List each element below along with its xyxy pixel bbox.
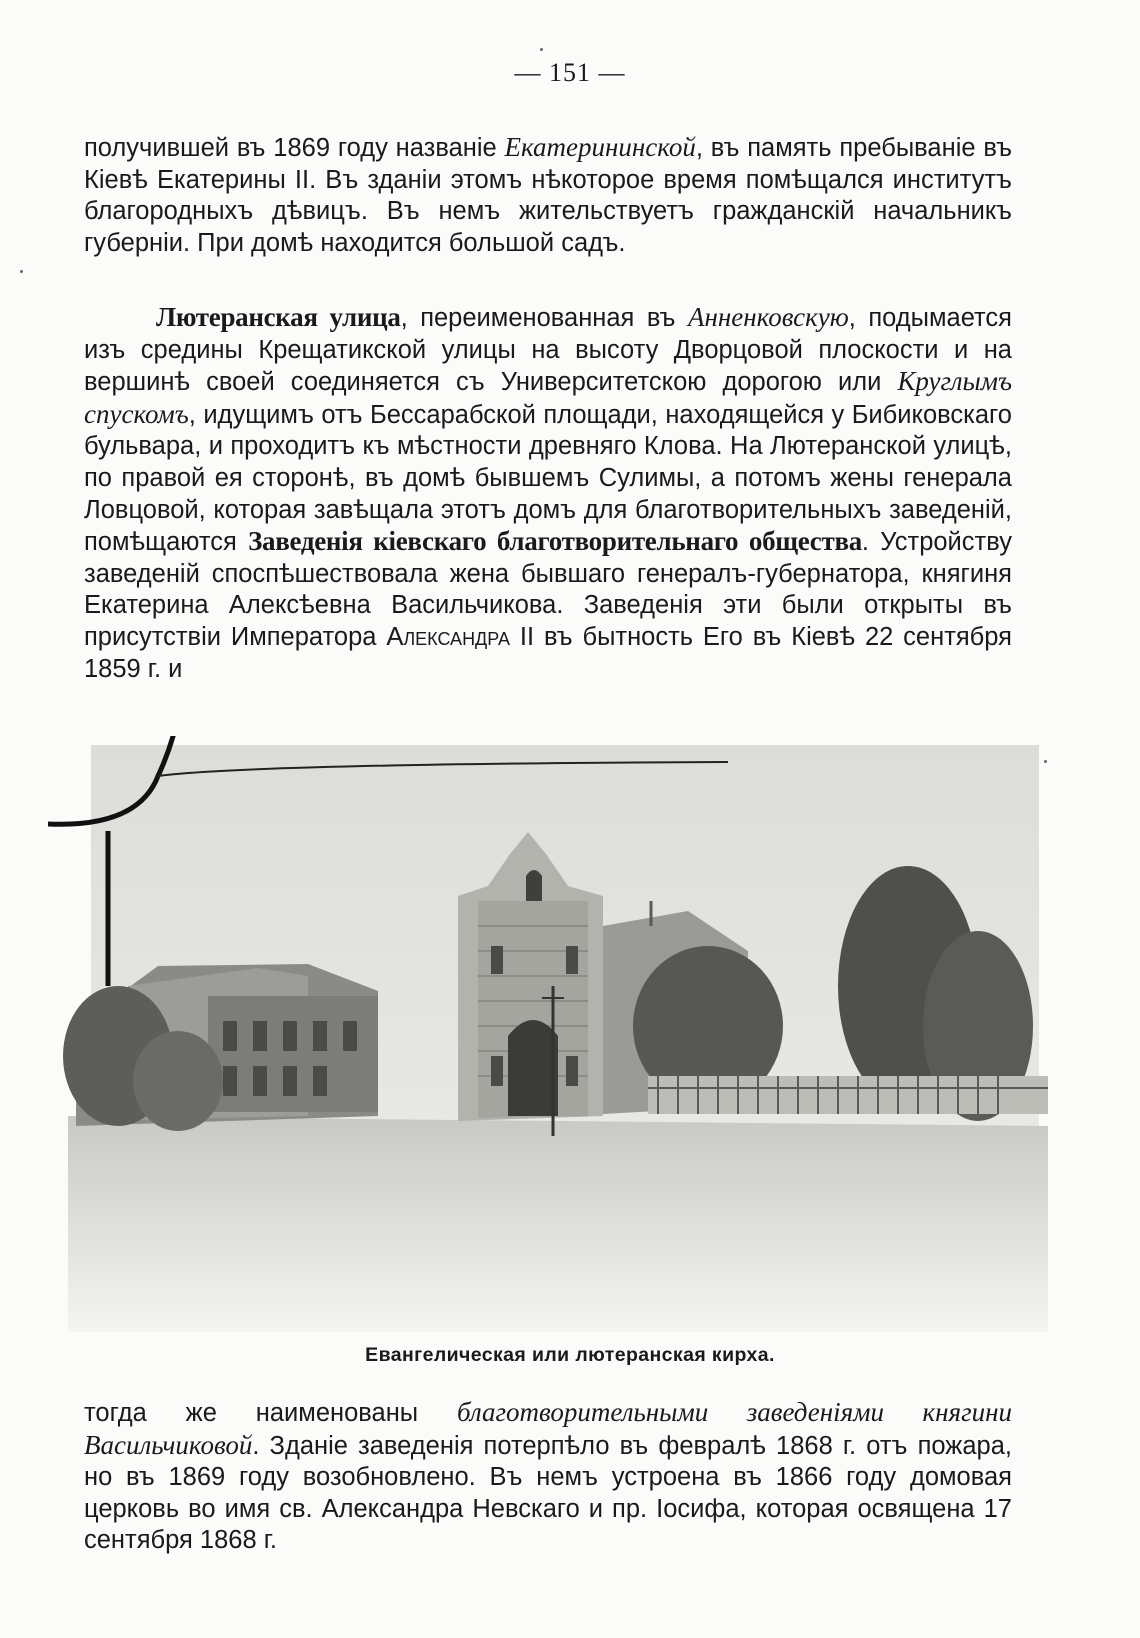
- italic-name: благотворительными заведеніями княгини Васильчиковой: [84, 1397, 1013, 1460]
- paragraph-after-figure: [84, 1397, 1012, 1557]
- text-run: , идущимъ отъ Бессарабской площади, находящейся у Бибиковскаго бульвара, и проходитъ къ мѣстности древняго Клова. На Лютеранской улицѣ, по правой ея сторонѣ, въ домѣ бывшемъ Сулимы, а потомъ жены генерала Ловцовой, которая завѣщала этотъ домъ для благотворительныхъ заведеній, помѣщаются: [84, 400, 1012, 557]
- scan-speck: [1044, 760, 1047, 763]
- italic-name: Екатерининской: [504, 132, 696, 162]
- page-number: — 151 —: [514, 58, 626, 87]
- italic-name: Круглымъ спускомъ: [84, 366, 1012, 429]
- text-run: . Устройству заведеній споспѣшествовала жена бывшаго генералъ-губернатора, княгиня Екатерина Алексѣевна Васильчикова. Заведенія эти были открыты въ присутствіи Императора: [84, 528, 1012, 651]
- text-run: тогда же наименованы: [84, 1399, 458, 1427]
- bold-institution-name: Заведенія кіевскаго благотворительнаго общества: [248, 526, 862, 557]
- paragraph-3: [84, 1397, 1012, 1557]
- text-run: . Зданіе заведенія потерпѣло въ февралѣ 1868 г. отъ пожара, но въ 1869 году возобновлено. Въ немъ устроена въ 1866 году домовая церковь во имя св. Александра Невскаго и пр. Іосифа, которая освящена 17 сентября 1868 г.: [84, 1431, 1012, 1555]
- church-photograph: [48, 736, 1058, 1332]
- text-run: , въ память пребываніе въ Кіевѣ Екатерины II. Въ зданіи этомъ нѣкоторое время помѣщался институтъ благородныхъ дѣвицъ. Въ немъ жительствуетъ гражданскій начальникъ губерніи. При домѣ находится большой садъ.: [84, 134, 1013, 257]
- paragraph-continuation: [84, 132, 1012, 259]
- photo-illustration: [48, 736, 1058, 1332]
- text-run: II въ бытность Его въ Кіевѣ 22 сентября 1859 г. и: [84, 622, 1012, 683]
- text-run: получившей въ 1869 году названіе: [84, 134, 505, 162]
- scan-speck: [540, 48, 543, 51]
- text-run: , подымается изъ средины Крещатикской улицы на высоту Дворцовой плоскости и на вершинѣ своей соединяется съ Университетскою дорогою или: [84, 304, 1012, 397]
- figure-caption: Евангелическая или лютеранская кирха.: [365, 1344, 775, 1366]
- paragraph-2: [84, 302, 1012, 685]
- italic-name: Анненковскую: [688, 302, 849, 332]
- paragraph-lutheran-street: [84, 302, 1012, 685]
- text-run: , переименованная въ: [400, 304, 688, 332]
- bold-heading: Лютеранская улица: [156, 302, 401, 332]
- paragraph-1: [84, 132, 1012, 259]
- smallcaps-name: Александра: [386, 622, 511, 651]
- scan-speck: [20, 270, 23, 273]
